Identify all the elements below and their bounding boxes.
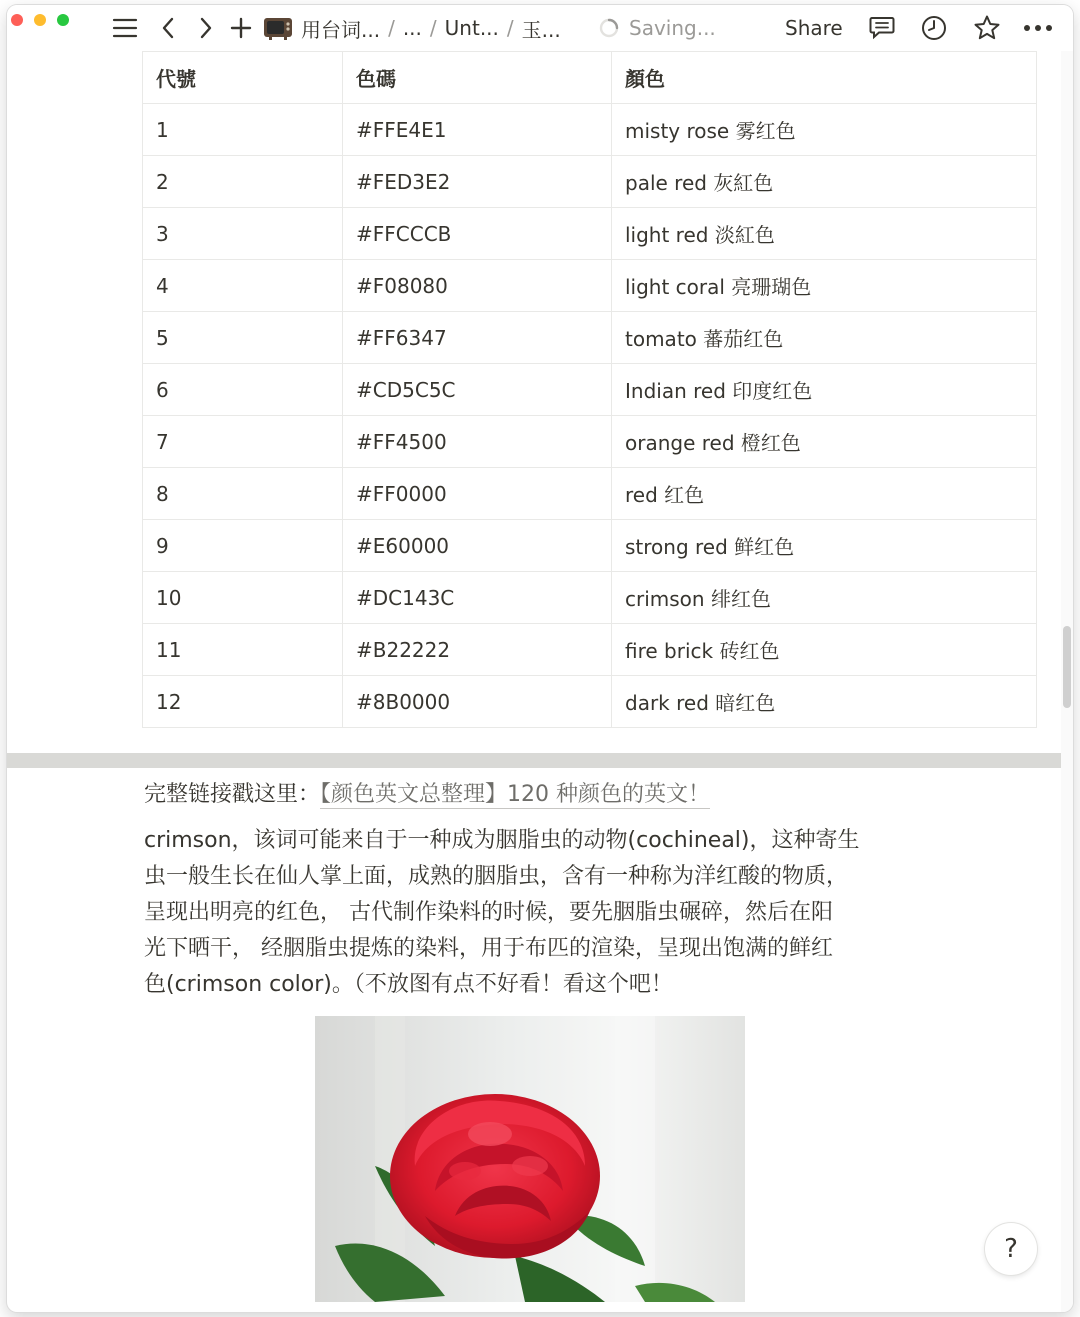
table-cell[interactable]: misty rose 雾红色	[612, 104, 1037, 156]
breadcrumb-item[interactable]: ...	[402, 16, 422, 40]
table-row	[143, 468, 1037, 520]
table-row	[143, 260, 1037, 312]
comments-icon[interactable]	[867, 13, 897, 43]
table-cell[interactable]: #FED3E2	[343, 156, 612, 208]
table-cell[interactable]: #DC143C	[343, 572, 612, 624]
table-cell[interactable]: 8	[143, 468, 343, 520]
paragraph-line: 色(crimson color)。（不放图有点不好看！看这个吧！	[144, 972, 673, 997]
table-cell[interactable]: #FFE4E1	[343, 104, 612, 156]
table-cell[interactable]: pale red 灰紅色	[612, 156, 1037, 208]
table-cell[interactable]: Indian red 印度红色	[612, 364, 1037, 416]
table-cell[interactable]: #FF0000	[343, 468, 612, 520]
table-cell[interactable]: #E60000	[343, 520, 612, 572]
column-header-code[interactable]: 代號	[143, 52, 343, 104]
paragraph-line: 呈现出明亮的红色， 古代制作染料的时候，要先胭脂虫碾碎，然后在阳	[144, 900, 833, 925]
breadcrumb-item[interactable]: 用台词...	[301, 17, 381, 42]
table-row	[143, 312, 1037, 364]
table-cell[interactable]: tomato 蕃茄红色	[612, 312, 1037, 364]
share-button[interactable]	[785, 13, 843, 43]
scrollbar-thumb[interactable]	[1063, 626, 1071, 708]
favorite-star-icon[interactable]	[971, 13, 1003, 43]
table-cell[interactable]: 10	[143, 572, 343, 624]
table-cell[interactable]: #CD5C5C	[343, 364, 612, 416]
breadcrumb-separator: /	[506, 16, 514, 40]
table-cell[interactable]: #8B0000	[343, 676, 612, 728]
help-label: ?	[1004, 1234, 1018, 1264]
red-peony-image[interactable]	[315, 1016, 745, 1302]
table-cell[interactable]: dark red 暗红色	[612, 676, 1037, 728]
table-cell[interactable]: #B22222	[343, 624, 612, 676]
table-cell[interactable]: 2	[143, 156, 343, 208]
table-cell[interactable]: light red 淡紅色	[612, 208, 1037, 260]
vertical-scrollbar[interactable]	[1061, 51, 1073, 1312]
table-cell[interactable]: 1	[143, 104, 343, 156]
zoom-window-button[interactable]	[57, 14, 69, 26]
forward-arrow-icon[interactable]	[195, 13, 217, 43]
spinner-icon	[599, 18, 619, 38]
table-cell[interactable]: 3	[143, 208, 343, 260]
table-cell[interactable]: #F08080	[343, 260, 612, 312]
new-page-plus-icon[interactable]	[229, 13, 253, 43]
breadcrumb-item-current[interactable]: 玉...	[521, 17, 561, 42]
table-cell[interactable]: red 红色	[612, 468, 1037, 520]
table-cell[interactable]: light coral 亮珊瑚色	[612, 260, 1037, 312]
link-paragraph	[144, 777, 710, 808]
paragraph-line: crimson，该词可能来自于一种成为胭脂虫的动物(cochineal)，这种寄生	[144, 828, 860, 853]
table-cell[interactable]: 12	[143, 676, 343, 728]
table-row	[143, 416, 1037, 468]
table-cell[interactable]: 9	[143, 520, 343, 572]
table-cell[interactable]: 6	[143, 364, 343, 416]
share-label: Share	[785, 16, 843, 40]
crimson-description[interactable]	[144, 823, 914, 1003]
table-cell[interactable]: #FFCCCB	[343, 208, 612, 260]
color-table	[142, 51, 1036, 728]
breadcrumb	[263, 13, 565, 43]
table-row	[143, 104, 1037, 156]
table-cell[interactable]: strong red 鲜红色	[612, 520, 1037, 572]
column-header-color[interactable]: 顏色	[612, 52, 1037, 104]
table-cell[interactable]: 5	[143, 312, 343, 364]
table-cell[interactable]: 11	[143, 624, 343, 676]
breadcrumb-item[interactable]: Unt...	[444, 16, 499, 40]
breadcrumb-separator: /	[388, 16, 395, 40]
table-cell[interactable]: 4	[143, 260, 343, 312]
more-options-icon[interactable]	[1021, 13, 1055, 43]
table-cell[interactable]: fire brick 砖红色	[612, 624, 1037, 676]
table-row	[143, 156, 1037, 208]
table-cell[interactable]: orange red 橙红色	[612, 416, 1037, 468]
section-divider	[7, 753, 1061, 768]
table-row	[143, 676, 1037, 728]
close-window-button[interactable]	[11, 14, 23, 26]
minimize-window-button[interactable]	[34, 14, 46, 26]
help-button[interactable]	[985, 1223, 1037, 1275]
sidebar-menu-icon[interactable]	[111, 13, 139, 43]
table-row	[143, 624, 1037, 676]
paragraph-line: 虫一般生长在仙人掌上面，成熟的胭脂虫，含有一种称为洋红酸的物质，	[144, 864, 849, 889]
table-row	[143, 364, 1037, 416]
column-header-hex[interactable]: 色碼	[343, 52, 612, 104]
television-icon	[263, 15, 293, 41]
history-clock-icon[interactable]	[919, 13, 949, 43]
saving-indicator	[599, 13, 716, 43]
table-row	[143, 208, 1037, 260]
article-link[interactable]: 【颜色英文总整理】120 种颜色的英文！	[320, 782, 711, 807]
breadcrumb-separator: /	[429, 16, 437, 40]
table-row	[143, 572, 1037, 624]
paragraph-line: 光下晒干， 经胭脂虫提炼的染料，用于布匹的渲染，呈现出饱满的鲜红	[144, 936, 833, 961]
table-row	[143, 520, 1037, 572]
table-cell[interactable]: 7	[143, 416, 343, 468]
top-bar	[7, 5, 1073, 51]
app-window	[7, 5, 1073, 1312]
table-cell[interactable]: #FF4500	[343, 416, 612, 468]
table-cell[interactable]: #FF6347	[343, 312, 612, 364]
saving-label: Saving...	[629, 16, 716, 40]
table-cell[interactable]: crimson 绯红色	[612, 572, 1037, 624]
back-arrow-icon[interactable]	[157, 13, 179, 43]
link-prefix: 完整链接戳这里：	[144, 782, 321, 807]
table-header-row	[143, 52, 1037, 104]
